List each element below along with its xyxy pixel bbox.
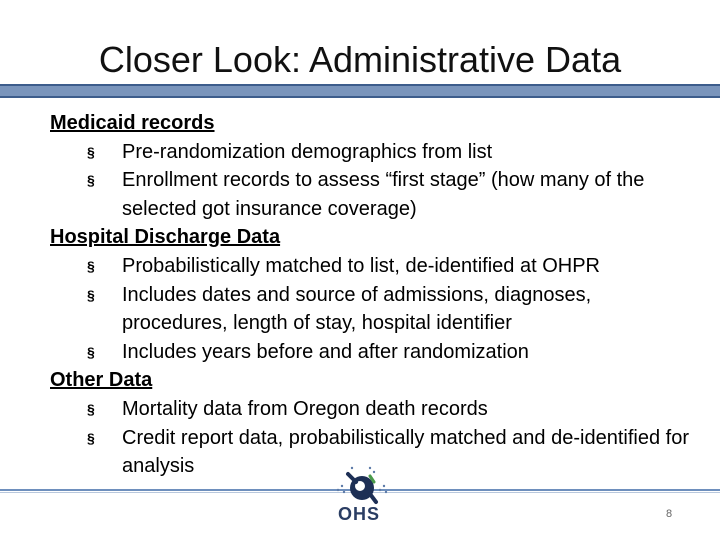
bullet-text: Includes years before and after randomization: [122, 340, 529, 363]
bullet-text: Mortality data from Oregon death records: [122, 397, 488, 420]
square-bullet-icon: §: [87, 343, 95, 360]
slide-content: [50, 109, 700, 481]
bullet-item: [50, 281, 700, 338]
section-heading-hospital: Hospital Discharge Data: [50, 226, 281, 249]
square-bullet-icon: §: [87, 257, 95, 274]
slide-title: Closer Look: Administrative Data: [98, 39, 622, 80]
bullet-text: Probabilistically matched to list, de-identified at OHPR: [122, 254, 600, 277]
square-bullet-icon: §: [87, 400, 95, 417]
bullet-item: [50, 395, 700, 424]
bullet-text: Pre-randomization demographics from list: [122, 140, 493, 163]
square-bullet-icon: §: [87, 172, 95, 189]
square-bullet-icon: §: [87, 429, 95, 446]
page-number: 8: [666, 508, 673, 520]
bullet-text: Includes dates and source of admissions, diagnoses, procedures, length of stay, hospital identifier: [122, 283, 592, 335]
bullet-item: [50, 338, 700, 367]
bullet-item: [50, 166, 700, 223]
square-bullet-icon: §: [87, 143, 95, 160]
bullet-item: [50, 252, 700, 281]
bullet-item: [50, 138, 700, 167]
bullet-text: Enrollment records to assess “first stage” (how many of the selected got insurance coverage): [122, 169, 645, 220]
section-heading-medicaid: Medicaid records: [50, 112, 215, 134]
logo-label: OHS: [338, 504, 381, 524]
bullet-text: Credit report data, probabilistically matched and de-identified for analysis: [122, 426, 689, 478]
square-bullet-icon: §: [87, 286, 95, 303]
title-divider-bar: [0, 84, 720, 98]
section-heading-other: Other Data: [50, 369, 153, 392]
